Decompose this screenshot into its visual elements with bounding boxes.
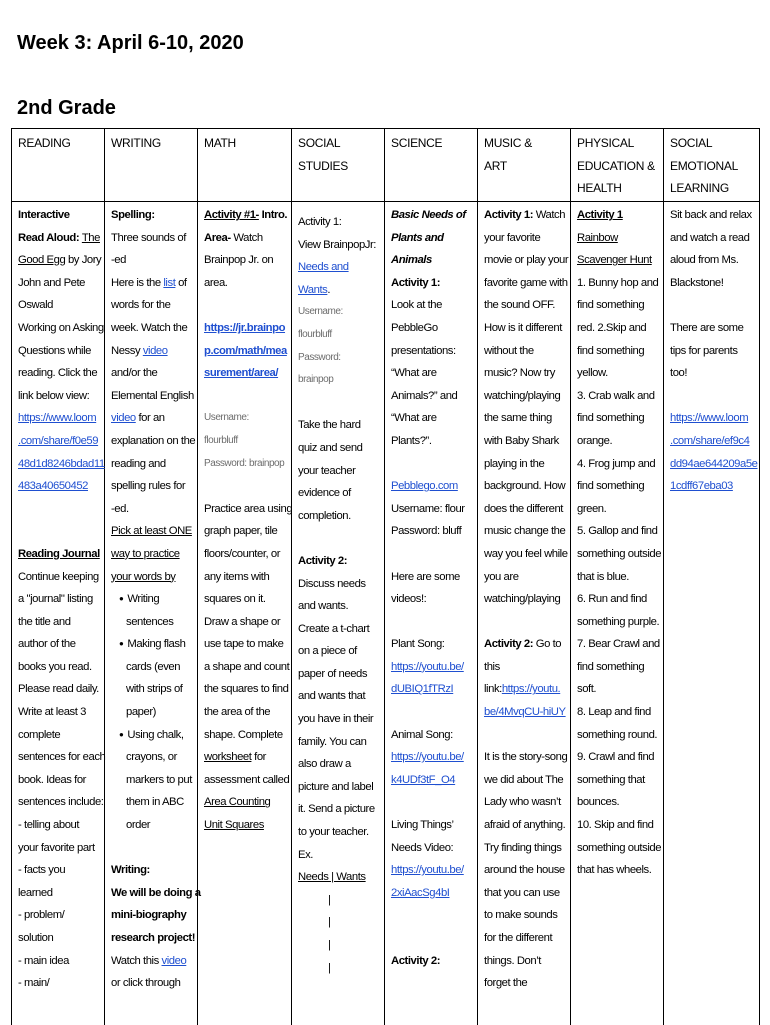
word-list-link[interactable]: list	[163, 276, 176, 289]
needs-and-wants-link[interactable]: Needs and	[298, 261, 349, 274]
header-social-studies: SOCIAL STUDIES	[298, 136, 348, 173]
spelling-heading: Spelling:	[111, 209, 155, 221]
writing-cell: Spelling: Three sounds of -ed Here is the list of words for the week. Watch the Nessy video and/or the Elemental English video for an explanation on the reading and spelling rules for -ed. Pick at least ONE way to practice your words by ● Writing sentences ● Making flash cards (even with strips of paper) ● Using chalk, crayons, or markers to put them in ABC order Writing: We will be doing a mini-biography research project! Watch this video or click through	[107, 204, 198, 995]
math-cell: Activity #1- Intro. Area- Watch Brainpop Jr. on area. https://jr.brainpo p.com/math/mea surement/area/ Username: flourbluff Password: brainpop Practice area using graph paper, tile floors/counter, or any items with squares on it. Draw a shape or use tape to make a shape and count the squares to find the area of the shape. Complete worksheet for assessment called Area Counting Unit Squares	[204, 209, 293, 832]
bullet-item: ● Using chalk,	[111, 724, 194, 747]
reading-journal-heading: Reading Journal	[18, 547, 100, 560]
reading-loom-link[interactable]: https://www.loom	[18, 412, 97, 425]
plant-song-link[interactable]: https://youtu.be/	[391, 660, 464, 673]
bullet-item: ● Making flash	[111, 633, 194, 656]
header-math: MATH	[204, 136, 236, 150]
header-science: SCIENCE	[391, 136, 443, 150]
science-cell: Basic Needs of Plants and Animals Activity 1: Look at the PebbleGo presentations: “What are Animals?” and “What are Plants?”. Pebblego.com Username: flour Password: bluff Here are some videos!: Plant Song: https://youtu.be/ dUBIQ1fTRzI Animal Song: https://youtu.be/ k4UDf3tF_O4 Living Things’ Needs Video: https://youtu.be/ 2xiAacSg4bI Activity 2:	[387, 204, 478, 972]
brainpop-area-link[interactable]: https://jr.brainpo	[204, 321, 286, 334]
animal-song-link[interactable]: https://youtu.be/	[391, 751, 464, 764]
worksheet-link[interactable]: worksheet	[204, 751, 252, 764]
header-music-art: MUSIC & ART	[484, 136, 532, 173]
writing-heading: Writing:	[111, 864, 150, 877]
header-reading: READING	[18, 136, 71, 150]
book-title-link[interactable]: The	[81, 231, 100, 244]
header-sel: SOCIAL EMOTIONAL LEARNING	[670, 136, 738, 196]
header-writing: WRITING	[111, 136, 161, 150]
biography-video-link[interactable]: video	[161, 954, 187, 967]
header-pe: PHYSICAL EDUCATION & HEALTH	[577, 136, 655, 196]
sel-loom-link[interactable]: https://www.loom	[670, 412, 749, 425]
pebblego-link[interactable]: Pebblego.com	[391, 480, 458, 493]
reading-cell: Interactive Read Aloud: The Good Egg by Jory John and Pete Oswald Working on Asking Questions while reading. Click the link below view: https://www.loom .com/share/f0e59 48d1d8246bdad11 483a40650452 Reading Journal Continue keeping a "journal" listing the title and author of the books you read. Please read daily. Write at least 3 complete sentences for each book. Ideas for sentences include: - telling about your favorite part - facts you learned - problem/ solution - main idea - main/	[14, 204, 105, 995]
header-divider	[12, 201, 760, 202]
story-song-link[interactable]: https://youtu.	[501, 683, 561, 696]
living-things-video-link[interactable]: https://youtu.be/	[391, 864, 464, 877]
elemental-english-video-link[interactable]: video	[111, 412, 136, 425]
reading-heading: Interactive	[18, 209, 70, 221]
nessy-video-link[interactable]: video	[142, 344, 168, 357]
pe-cell: Activity 1 Rainbow Scavenger Hunt 1. Bunny hop and find something red. 2.Skip and find something yellow. 3. Crab walk and find something orange. 4. Frog jump and find something green. 5. Gallop and find something outside that is blue. 6. Run and find something purple. 7. Bear Crawl and find something soft. 8. Leap and find something round. 9. Crawl and find something that bounces. 10. Skip and find something outside that has wheels.	[577, 209, 662, 877]
bullet-item: ● Writing	[111, 588, 194, 611]
social-studies-cell: Activity 1: View BrainpopJr: Needs and Wants. Username: flourbluff Password: brainpop Take the hard quiz and send your teacher evidence of completion. Activity 2: Discuss needs and wants. Create a t-chart on a piece of paper of needs and wants that you have in their family. You can also draw a picture and label it. Send a picture to your teacher. Ex. Needs | Wants | | | |	[294, 211, 385, 979]
page-title: Week 3: April 6-10, 2020	[17, 32, 244, 54]
t-chart-header: Needs | Wants	[298, 871, 366, 884]
schedule-table	[11, 128, 760, 1025]
grade-title: 2nd Grade	[17, 97, 116, 119]
sel-cell: Sit back and relax and watch a read aloud from Ms. Blackstone! There are some tips for parents too! https://www.loom .com/share/ef9c4 dd94ae644209a5e 1cdff67eba03	[670, 209, 758, 493]
music-art-cell: Activity 1: Watch your favorite movie or play your favorite game with the sound OFF. How is it different without the music? Now try watching/playing the same thing with Baby Shark playing in the background. How does the different music change the way you feel while you are watching/playing Activity 2: Go to this link:https://youtu. be/4MvqCU-hiUY It is the story-song we did about The Lady who wasn’t afraid of anything. Try finding things around the house that you can use to make sounds for the different things. Don’t forget the	[484, 209, 569, 990]
